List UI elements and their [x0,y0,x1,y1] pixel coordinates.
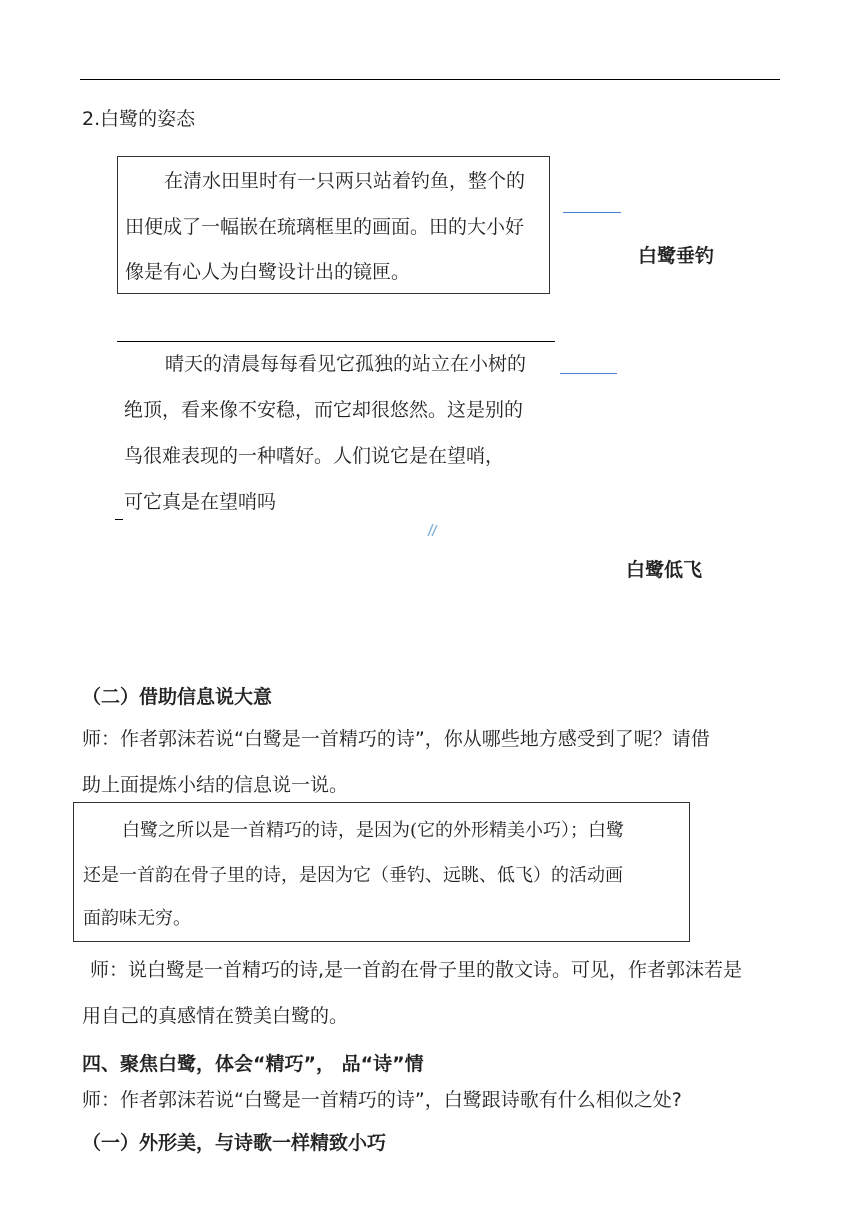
passage1-line-2: 田便成了一幅嵌在琉璃框里的画面。田的大小好 [125,216,525,238]
answer-line-2: 还是一首韵在骨子里的诗，是因为它（垂钓、远眺、低飞）的活动画 [83,865,623,886]
teacher-question-2: 师：作者郭沫若说“白鹭是一首精巧的诗”，白鹭跟诗歌有什么相似之处? [82,1089,682,1111]
header-rule [80,79,780,80]
label-egret-fishing: 白鹭垂钓 [638,245,715,267]
dash-marker [115,519,123,520]
teacher-question-1-line-2: 助上面提炼小结的信息说一说。 [82,774,349,796]
passage2-line-4: 可它真是在望哨吗 [124,491,277,513]
section-four-title: 四、聚焦白鹭，体会“精巧”， 品“诗”情 [82,1053,424,1075]
answer-line-3: 面韵味无穷。 [83,908,191,929]
passage2-line-2: 绝顶，看来像不安稳，而它却很悠然。这是别的 [124,399,524,421]
subsection-title-2: （二）借助信息说大意 [82,686,273,708]
passage1-line-1: 在清水田里时有一只两只站着钓鱼，整个的 [164,170,526,192]
teacher-question-1-line-1: 师：作者郭沫若说“白鹭是一首精巧的诗”，你从哪些地方感受到了呢？请借 [82,728,710,750]
teacher-comment-line-2: 用自己的真感情在赞美白鹭的。 [82,1005,349,1027]
teacher-comment-line-1: 师：说白鹭是一首精巧的诗,是一首韵在骨子里的散文诗。可见，作者郭沫若是 [90,959,743,981]
passage-box-fishing [117,156,550,294]
passage2-line-3: 鸟很难表现的一种嗜好。人们说它是在望哨， [124,445,505,467]
label-egret-lowfly: 白鹭低飞 [626,559,703,581]
pen-mark-icon [425,522,439,538]
answer-line-1: 白鹭之所以是一首精巧的诗，是因为(它的外形精美小巧）；白鹭 [122,820,625,841]
section-heading: 2.白鹭的姿态 [82,108,196,130]
connector-line-1 [563,212,621,213]
connector-line-2 [560,373,617,374]
passage1-line-3: 像是有心人为白鹭设计出的镜匣。 [125,261,411,283]
answer-box [73,802,690,942]
passage2-line-1: 晴天的清晨每每看见它孤独的站立在小树的 [165,353,527,375]
subsection-title-1: （一）外形美，与诗歌一样精致小巧 [82,1132,387,1154]
